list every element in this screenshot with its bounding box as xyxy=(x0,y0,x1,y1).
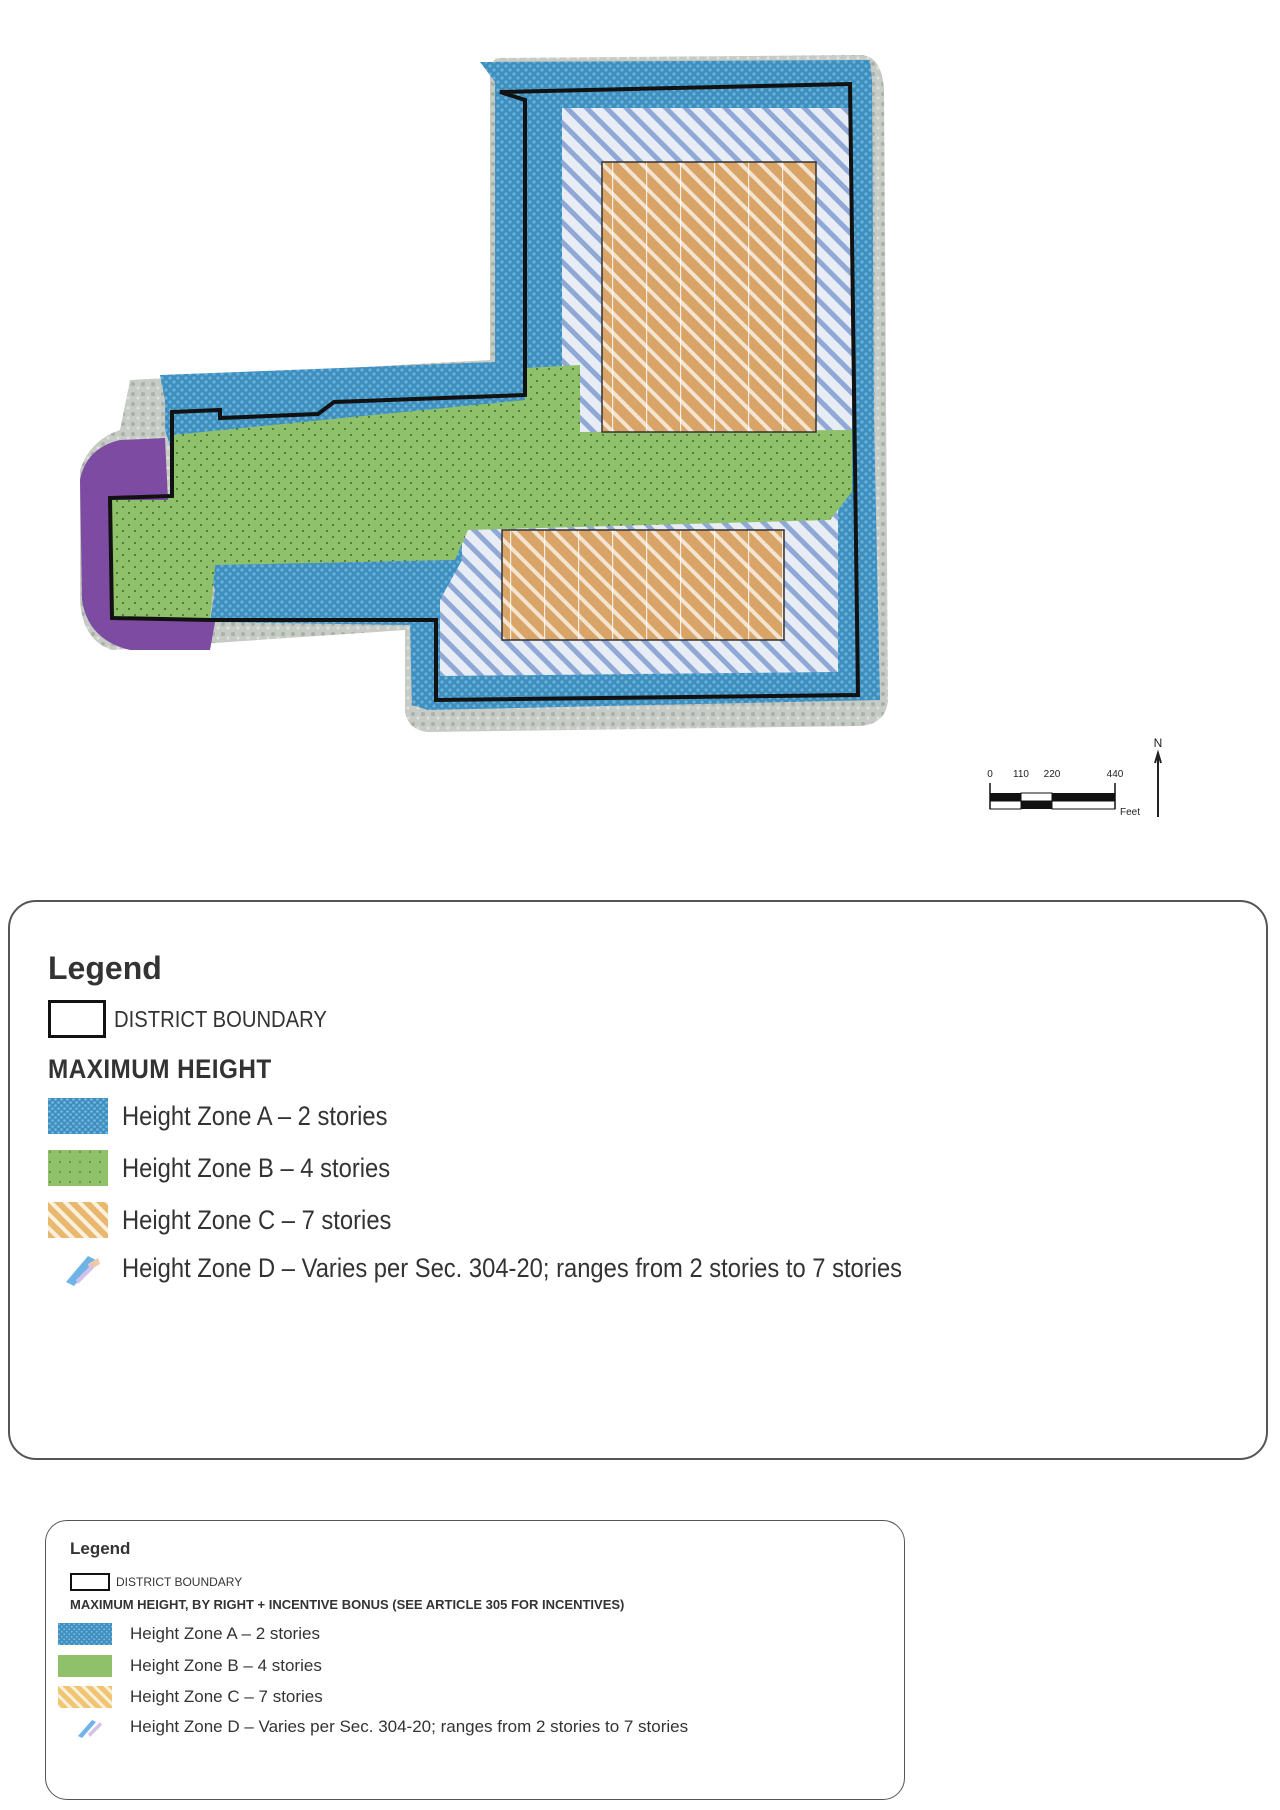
legend-primary xyxy=(8,900,1268,1460)
scale-tick-1: 110 xyxy=(1013,769,1029,780)
zone-c-swatch xyxy=(58,1686,112,1708)
north-arrow-icon xyxy=(1155,753,1161,817)
legend-item-zone-b xyxy=(48,1150,427,1186)
zone-c-grid-north xyxy=(602,162,816,432)
zone-a-swatch xyxy=(58,1623,112,1645)
legend-item-label: Height Zone B – 4 stories xyxy=(122,1152,391,1183)
zone-b-swatch xyxy=(58,1655,112,1677)
zoning-map xyxy=(0,0,1280,740)
zone-c-swatch xyxy=(48,1202,108,1238)
legend-item-label: Height Zone A – 2 stories xyxy=(122,1100,388,1131)
legend-item-zone-c xyxy=(58,1686,323,1708)
legend-item-label: Height Zone D – Varies per Sec. 304-20; ranges from 2 stories to 7 stories xyxy=(130,1717,689,1736)
legend-heading: MAXIMUM HEIGHT, BY RIGHT + INCENTIVE BONUS (SEE ARTICLE 305 FOR INCENTIVES) xyxy=(70,1597,625,1612)
legend-item-label: DISTRICT BOUNDARY xyxy=(114,1005,327,1032)
zone-a-swatch xyxy=(48,1098,108,1134)
legend-item-zone-d xyxy=(58,1716,688,1738)
zone-c-grid-south xyxy=(502,530,784,640)
scale-tick-2: 220 xyxy=(1043,769,1061,780)
legend-item-zone-a xyxy=(48,1098,424,1134)
legend-item-label: Height Zone D – Varies per Sec. 304-20; ranges from 2 stories to 7 stories xyxy=(122,1252,903,1283)
legend-item-district-boundary xyxy=(70,1573,242,1591)
north-arrow-label: N xyxy=(1153,736,1163,750)
legend-item-district-boundary xyxy=(48,1000,356,1038)
zone-b-swatch xyxy=(48,1150,108,1186)
legend-item-zone-a xyxy=(58,1623,320,1645)
legend-heading: MAXIMUM HEIGHT xyxy=(48,1054,272,1084)
legend-item-label: Height Zone B – 4 stories xyxy=(130,1656,322,1675)
legend-item-label: Height Zone A – 2 stories xyxy=(130,1624,320,1643)
legend-item-label: DISTRICT BOUNDARY xyxy=(116,1575,243,1589)
legend-item-label: Height Zone C – 7 stories xyxy=(122,1204,392,1235)
zone-d-swatch xyxy=(48,1250,108,1286)
legend-item-zone-b xyxy=(58,1655,322,1677)
scale-tick-0: 0 xyxy=(987,769,993,780)
legend-item-zone-c xyxy=(48,1202,428,1238)
scale-unit-label: Feet xyxy=(1120,807,1141,818)
legend-title: Legend xyxy=(48,950,162,986)
district-boundary-swatch xyxy=(48,1000,106,1038)
scale-bar xyxy=(975,735,1175,825)
district-boundary-swatch xyxy=(70,1573,110,1591)
scale-tick-3: 440 xyxy=(1106,769,1124,780)
zone-d-swatch xyxy=(58,1716,112,1738)
legend-title: Legend xyxy=(70,1539,131,1558)
legend-item-zone-d xyxy=(48,1250,1008,1286)
legend-secondary xyxy=(45,1520,905,1800)
legend-item-label: Height Zone C – 7 stories xyxy=(130,1687,323,1706)
